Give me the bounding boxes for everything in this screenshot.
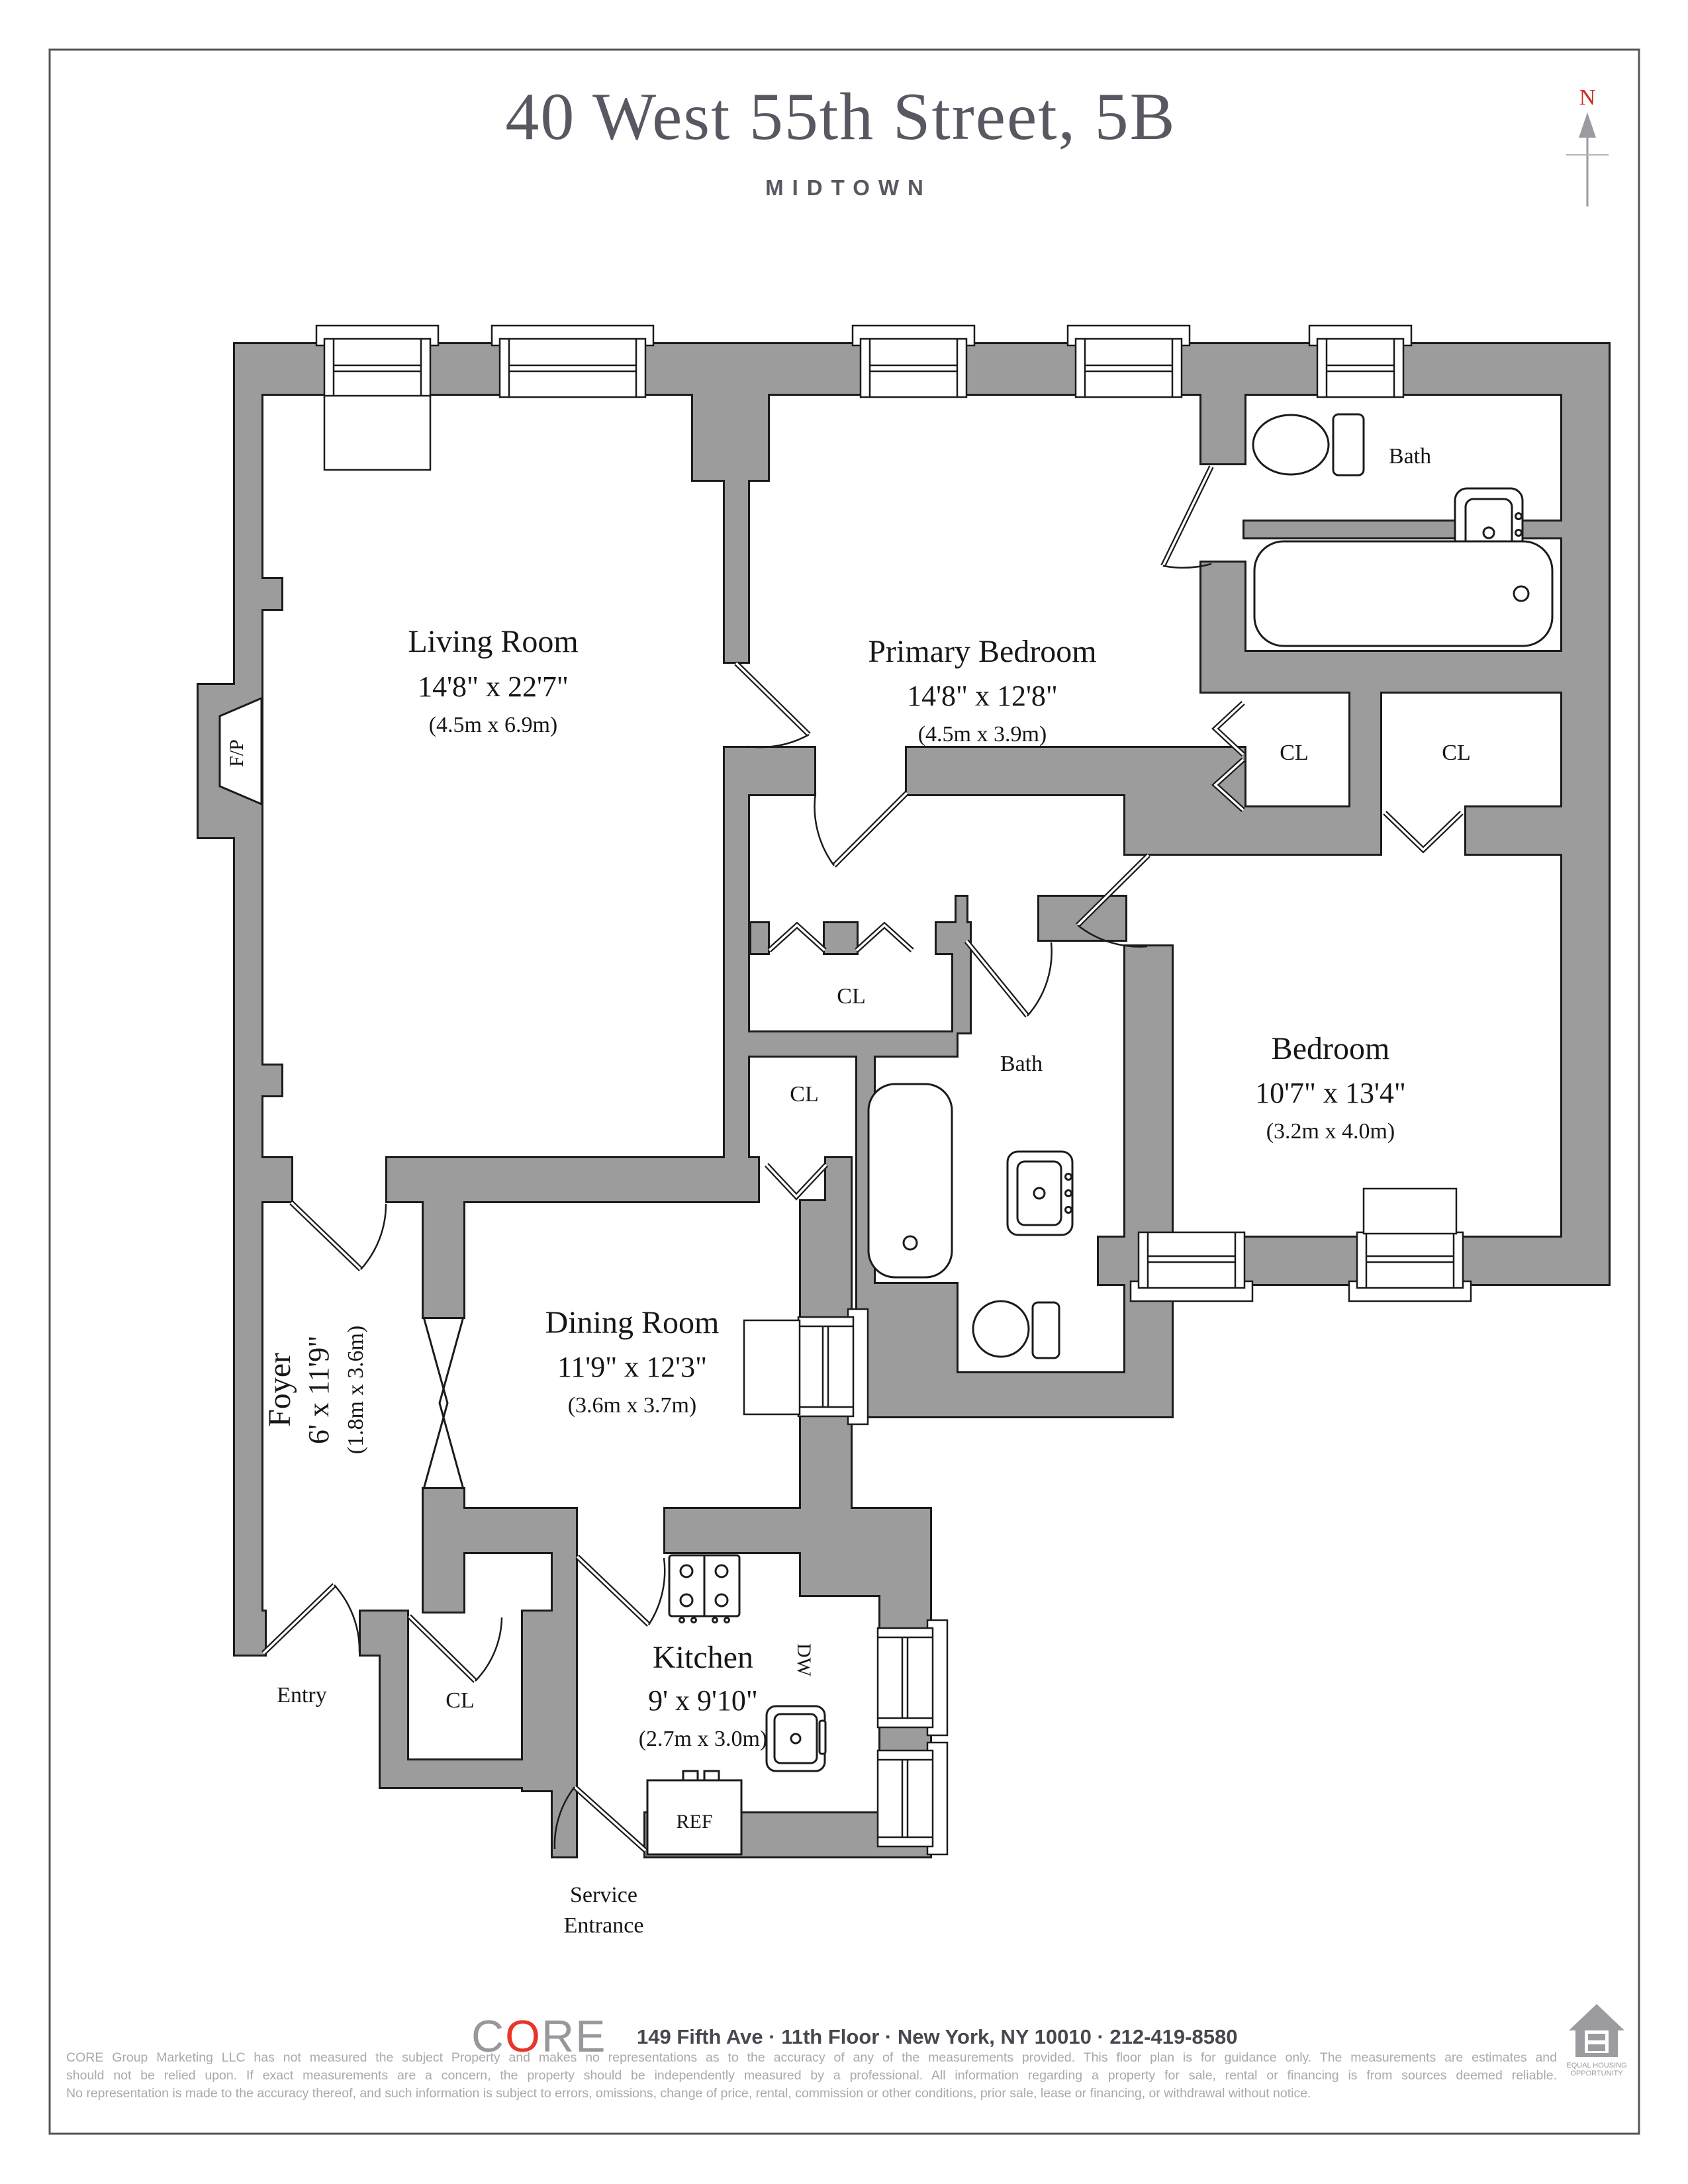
window xyxy=(744,1309,868,1424)
toilet-tank-icon xyxy=(1033,1302,1059,1358)
wall xyxy=(387,1158,424,1201)
fixtures xyxy=(647,414,1552,1854)
kitchen-dims: 9' x 9'10" xyxy=(648,1684,758,1717)
disclaimer-line: CORE Group Marketing LLC has not measured the subject Property and makes no representations as to the accuracy of any of the measurements provided. This floor plan is for guidance only. The measurements are estimates and xyxy=(66,2050,1557,2065)
living-room-name: Living Room xyxy=(408,624,579,659)
kitchen-metric: (2.7m x 3.0m) xyxy=(638,1727,768,1751)
closet-label: CL xyxy=(837,984,866,1009)
footer-address: 149 Fifth Ave · 11th Floor · New York, NY 10010 · 212-419-8580 xyxy=(637,2025,1238,2048)
window xyxy=(492,326,653,397)
cased-opening xyxy=(424,1317,463,1489)
sink-drain xyxy=(1483,527,1494,538)
closet-label: CL xyxy=(445,1688,475,1713)
wall xyxy=(553,1552,576,1856)
toilet-tank-icon xyxy=(1333,414,1364,475)
window xyxy=(1068,326,1190,397)
closet-label: CL xyxy=(790,1082,819,1107)
wall xyxy=(693,344,768,480)
wall xyxy=(826,1158,851,1201)
wall xyxy=(261,1066,281,1095)
sink-drain xyxy=(1034,1188,1045,1199)
window xyxy=(878,1620,947,1735)
disclaimer-line: No representation is made to the accuracy thereof, and such information is subject to errors, omissions, change of price, rental, commission or other conditions, prior sale, lease or financing, or withdrawal without notice. xyxy=(66,2085,1311,2101)
wall xyxy=(857,1373,1172,1416)
window xyxy=(878,1743,947,1854)
wall xyxy=(801,1416,851,1509)
core-logo: CORE xyxy=(471,2011,607,2062)
page-title: 40 West 55th Street, 5B xyxy=(505,79,1176,154)
wall xyxy=(801,1201,851,1317)
living-room-metric: (4.5m x 6.9m) xyxy=(428,713,558,737)
wall xyxy=(261,579,281,609)
primary-bath-label: Bath xyxy=(1388,444,1432,469)
wall xyxy=(665,1509,801,1552)
wall xyxy=(748,1032,957,1056)
foyer-metric: (1.8m x 3.6m) xyxy=(344,1325,368,1455)
wall xyxy=(1125,946,1172,1373)
wall xyxy=(1562,344,1609,1284)
bedroom-dims: 10'7" x 13'4" xyxy=(1255,1077,1406,1109)
foyer-dims: 6' x 11'9" xyxy=(303,1335,335,1445)
dining-room-name: Dining Room xyxy=(545,1305,720,1340)
faucet-dot xyxy=(1066,1191,1072,1197)
radiator-box xyxy=(324,396,430,470)
compass-arrowhead xyxy=(1579,113,1596,138)
equal-housing-line2: OPPORTUNITY xyxy=(1570,2070,1623,2077)
wall xyxy=(1125,807,1380,854)
wall xyxy=(725,748,814,794)
window xyxy=(1131,1232,1252,1301)
primary-bedroom-dims: 14'8" x 12'8" xyxy=(907,680,1058,712)
window xyxy=(1309,326,1411,397)
wall xyxy=(957,897,966,940)
bedroom-name: Bedroom xyxy=(1271,1031,1390,1066)
window xyxy=(1349,1189,1471,1301)
faucet-dot xyxy=(1516,514,1522,520)
refrigerator-label: REF xyxy=(676,1811,713,1833)
primary-bedroom-name: Primary Bedroom xyxy=(868,634,1097,669)
radiator-box xyxy=(1364,1189,1456,1234)
wall xyxy=(463,1158,758,1201)
dishwasher-label: DW xyxy=(793,1643,815,1676)
wall xyxy=(235,344,261,1655)
equal-housing-line1: EQUAL HOUSING xyxy=(1566,2062,1627,2070)
window xyxy=(316,326,438,470)
wall xyxy=(235,1612,265,1655)
wall xyxy=(751,923,768,953)
faucet-bar xyxy=(820,1721,825,1754)
disclaimer xyxy=(66,2049,1557,2103)
wall xyxy=(725,480,748,662)
wall xyxy=(381,1760,553,1787)
entry-label: Entry xyxy=(277,1683,327,1707)
tub-drain xyxy=(1514,586,1528,601)
equal-housing-icon xyxy=(1569,2004,1624,2057)
dining-room-metric: (3.6m x 3.7m) xyxy=(567,1393,697,1418)
window xyxy=(853,326,974,397)
wall xyxy=(857,1284,957,1373)
window-seat-box xyxy=(744,1320,800,1414)
faucet-dot xyxy=(1516,530,1522,536)
closet-label: CL xyxy=(1442,741,1471,765)
wall xyxy=(1350,692,1380,807)
wall xyxy=(424,1158,463,1317)
wall xyxy=(801,1509,930,1595)
north-label: N xyxy=(1579,85,1596,110)
wall xyxy=(261,1158,291,1201)
wall xyxy=(1201,344,1244,463)
north-compass-icon xyxy=(1566,85,1609,206)
neighborhood-label: MIDTOWN xyxy=(765,175,932,200)
wall xyxy=(725,794,748,1158)
hall-bath-label: Bath xyxy=(1000,1052,1043,1076)
disclaimer-line: should not be relied upon. If exact measurements are a concern, the property should be independently measured by a professional. All information regarding a property for sale, rental or financing is from sources deemed reliable. xyxy=(66,2068,1557,2083)
wall xyxy=(825,923,857,953)
toilet-icon xyxy=(973,1301,1029,1357)
wall xyxy=(424,1509,576,1552)
wall xyxy=(1466,807,1562,854)
dining-room-dims: 11'9" x 12'3" xyxy=(557,1351,708,1383)
service-entrance-line2: Entrance xyxy=(563,1913,644,1938)
closet-label: CL xyxy=(1280,741,1309,765)
foyer-name: Foyer xyxy=(262,1353,297,1427)
primary-bedroom-metric: (4.5m x 3.9m) xyxy=(917,722,1047,747)
service-entrance-line1: Service xyxy=(570,1883,637,1907)
stove-icon xyxy=(669,1555,739,1623)
kitchen-name: Kitchen xyxy=(653,1640,753,1675)
toilet-icon xyxy=(1253,415,1329,475)
bathtub-icon xyxy=(1254,541,1552,646)
wall xyxy=(1201,652,1562,692)
faucet-dot xyxy=(1066,1207,1072,1213)
faucet-dot xyxy=(1066,1174,1072,1180)
tub-drain xyxy=(904,1236,917,1250)
living-room-dims: 14'8" x 22'7" xyxy=(418,670,569,703)
fireplace-label: F/P xyxy=(226,739,248,767)
sink-drain xyxy=(791,1734,800,1743)
bedroom-metric: (3.2m x 4.0m) xyxy=(1266,1119,1395,1144)
